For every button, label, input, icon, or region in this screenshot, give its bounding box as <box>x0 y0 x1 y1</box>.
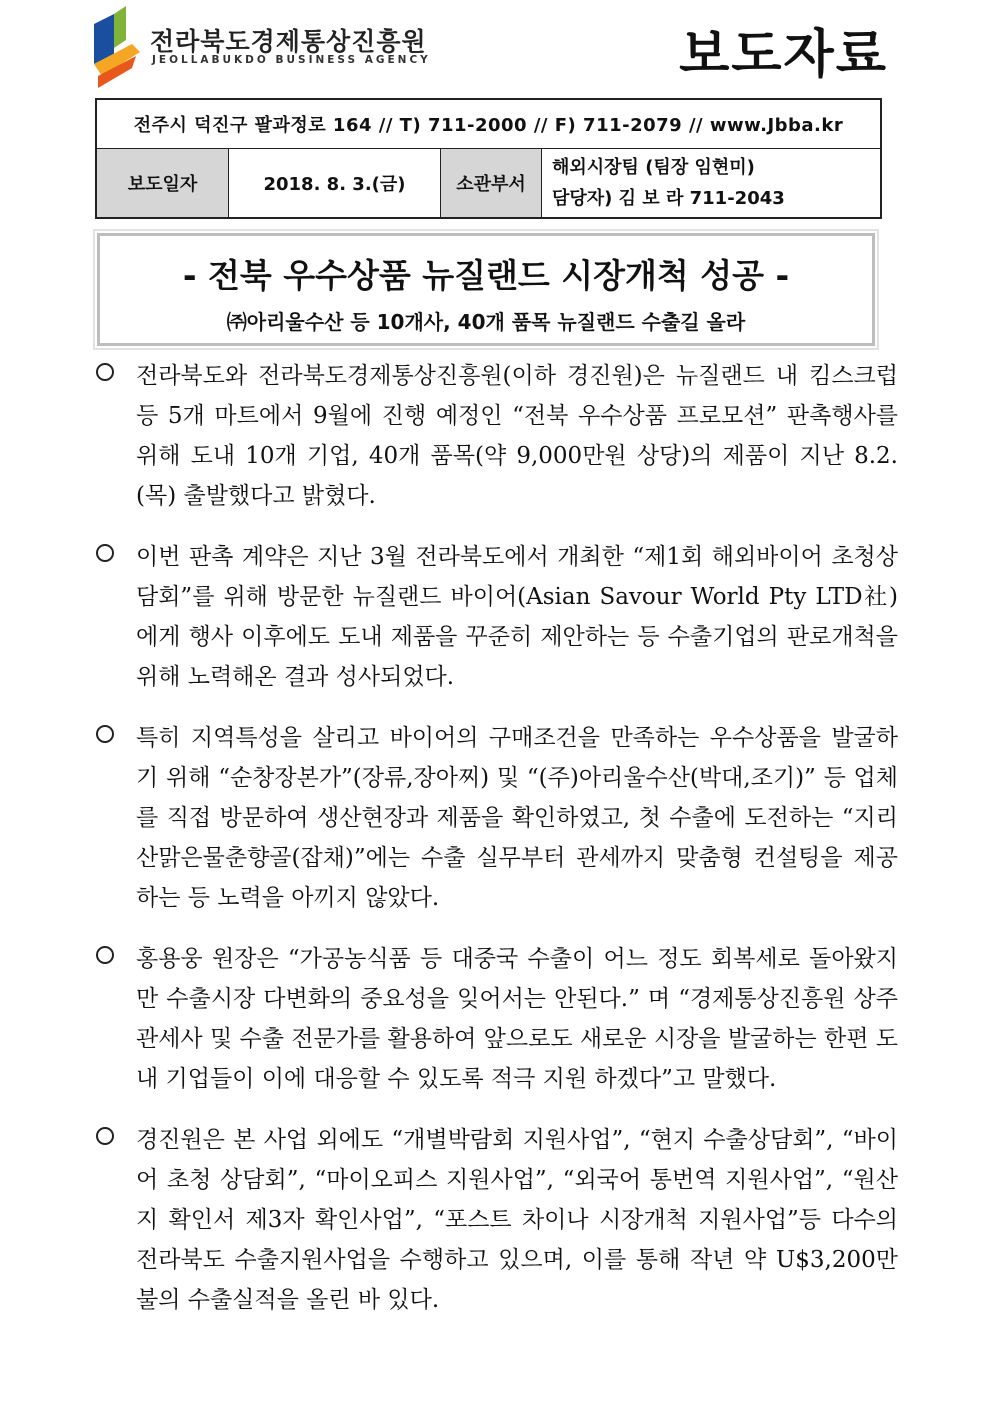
department-contact: 담당자) 김 보 라 711-2043 <box>552 188 785 209</box>
release-date: 2018. 8. 3.(금) <box>229 149 441 219</box>
release-info-table <box>95 98 882 219</box>
department-label: 소관부서 <box>441 149 542 219</box>
circle-bullet-icon <box>96 544 114 562</box>
department-team: 해외시장팀 (팀장 임현미) <box>552 157 755 178</box>
circle-bullet-icon <box>96 725 114 743</box>
circle-bullet-icon <box>96 363 114 381</box>
paragraph-text: 경진원은 본 사업 외에도 “개별박람회 지원사업”, “현지 수출상담회”, “바이어 초청 상담회”, “마이오피스 지원사업”, “외국어 통번역 지원사업”, “원산지 확인서 제3자 확인사업”, “포스트 차이나 시장개척 지원사업”등 다수의 전라북도 수출지원사업을 수행하고 있으며, 이를 통해 작년 약 U$3,200만불의 수출실적을 올린 바 있다. <box>136 1127 898 1313</box>
paragraph-text: 전라북도와 전라북도경제통상진흥원(이하 경진원)은 뉴질랜드 내 킴스크럽 등 5개 마트에서 9월에 진행 예정인 “전북 우수상품 프로모션” 판촉행사를 위해 도내 10개 기업, 40개 품목(약 9,000만원 상당)의 제품이 지난 8.2.(목) 출발했다고 밝혔다. <box>136 363 898 509</box>
article-body <box>96 356 898 1341</box>
document-type-title: 보도자료 <box>679 25 888 85</box>
paragraph <box>96 939 898 1099</box>
document-header <box>0 0 992 95</box>
org-name: 전라북도경제통상진흥원 <box>150 27 427 56</box>
headline: - 전북 우수상품 뉴질랜드 시장개척 성공 - <box>182 256 790 295</box>
circle-bullet-icon <box>96 1127 114 1145</box>
paragraph <box>96 1120 898 1320</box>
circle-bullet-icon <box>96 946 114 964</box>
subheadline: ㈜아리울수산 등 10개사, 40개 품목 뉴질랜드 수출길 올라 <box>226 310 746 334</box>
release-date-label: 보도일자 <box>96 149 229 219</box>
paragraph <box>96 718 898 918</box>
paragraph-text: 홍용웅 원장은 “가공농식품 등 대중국 수출이 어느 정도 회복세로 돌아왔지만 수출시장 다변화의 중요성을 잊어서는 안된다.” 며 “경제통상진흥원 상주 관세사 및 수출 전문가를 활용하여 앞으로도 새로운 시장을 발굴하는 한편 도내 기업들이 이에 대응할 수 있도록 적극 지원 하겠다”고 말했다. <box>136 946 898 1092</box>
headline-box <box>97 233 875 346</box>
agency-logo-icon <box>92 6 142 88</box>
paragraph-text: 특히 지역특성을 살리고 바이어의 구매조건을 만족하는 우수상품을 발굴하기 위해 “순창장본가”(장류,장아찌) 및 “(주)아리울수산(박대,조기)” 등 업체를 직접 방문하여 생산현장과 제품을 확인하였고, 첫 수출에 도전하는 “지리산맑은물춘향골(잡채)”에는 수출 실무부터 관세까지 맞춤형 컨설팅을 제공하는 등 노력을 아끼지 않았다. <box>136 725 898 911</box>
paragraph <box>96 356 898 516</box>
contact-info: 전주시 덕진구 팔과정로 164 // T) 711-2000 // F) 711-2079 // www.Jbba.kr <box>96 99 881 149</box>
org-name-english: JEOLLABUKDO BUSINESS AGENCY <box>152 54 431 66</box>
paragraph-text: 이번 판촉 계약은 지난 3월 전라북도에서 개최한 “제1회 해외바이어 초청상담회”를 위해 방문한 뉴질랜드 바이어(Asian Savour World Pty LTD社)에게 행사 이후에도 도내 제품을 꾸준히 제안하는 등 수출기업의 판로개척을 위해 노력해온 결과 성사되었다. <box>136 544 898 690</box>
paragraph <box>96 537 898 697</box>
department-info <box>542 149 882 219</box>
